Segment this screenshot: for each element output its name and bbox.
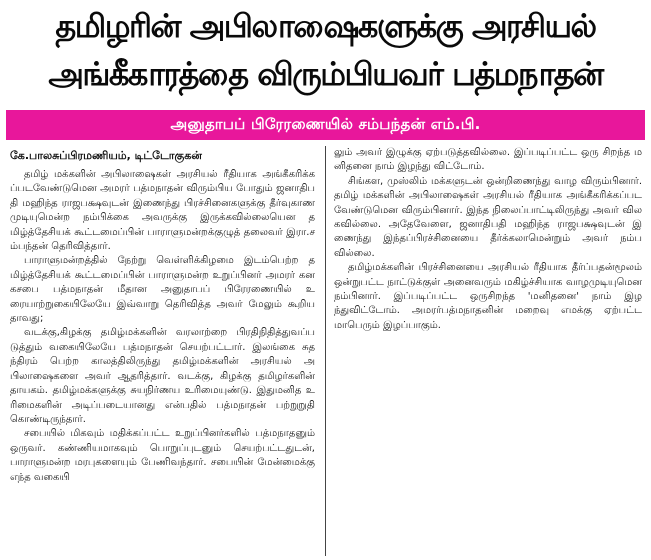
subheadline: அனுதாபப் பிரேரணையில் சம்பந்தன் எம்.பி. [170,115,481,133]
article-right-column [334,146,642,398]
column-divider [325,146,326,556]
article-paragraph: பாராளுமன்றத்தில் நேற்று வெள்ளிக்கிழமை இடம்பெற்ற தமிழ்த்தேசியக் கூட்டமைப்பின் பாராளுமன்ற உறுப்பினர் அமரர் கனகசபை பத்மநாதன் மீதான அனுதாபப் பிரேரணையில் உரையாற்றுகையிலேயே இவ்வாறு தெரிவித்த அவர் மேலும் கூறியதாவது; [10,255,315,325]
byline: கே.பாலசுப்பிரமணியம், டிட்டோகுகன் [10,149,202,162]
article-paragraph: வடக்கு,கிழக்கு தமிழ்மக்களின் வரலாற்றை பிரதிநிதித்துவப்படுத்தும் வகையிலேயே பத்மநாதன் செயற்பட்டார். இலங்கை சுதந்திரம் பெற்ற காலத்திலிருந்து தமிழ்மக்களின் அரசியல் அபிலாஷைகளை அவர் ஆதரித்தார். வடக்கு, கிழக்கு தமிழர்களின் தாயகம். தமிழ்மக்களுக்கு சுயநிர்ணய உரிமையுண்டு. இதுமனித உரிமைகளின் அடிப்படையானது என்பதில் பத்மநாதன் பற்றுறுதி கொண்டிருந்தார். [10,327,315,425]
article-paragraph: சிங்கள, முஸ்லிம் மக்களுடன் ஒன்றிணைந்து வாழ விரும்பினார். தமிழ் மக்களின் அபிலாஷைகள் அரசியல் ரீதியாக அங்கீகரிக்கப்படவேண்டுமென விரும்பினார். இந்த நிலைப்பாட்டிலிருந்து அவர் விலகவில்லை. அதேவேளை, ஜனாதிபதி மஹிந்த ராஜபக்ஷவுடன் இணைந்து இந்தப்பிரச்சினையை தீர்க்கலாமென்றும் அவர் நம்பவில்லை. [334,175,642,259]
article-paragraph: தமிழ் மக்களின் அபிலாஷைகள் அரசியல் ரீதியாக அங்கீகரிக்கப்படவேண்டுமென அமரர் பத்மநாதன் விரும்பிய போதும் ஜனாதிபதி மஹிந்த ராஜபக்ஷவுடன் இணைந்து பிரச்சினைகளுக்கு தீர்வுகாண முடியுமென்ற நம்பிக்கை அவருக்கு இருக்கவில்லையென தமிழ்த்தேசியக் கூட்டமைப்பின் பாராளுமன்றக்குழுத் தலைவர் இரா.சம்பந்தன் தெரிவித்தார். [10,169,315,253]
headline-line-2: அங்கீகாரத்தை விரும்பியவர் பத்மநாதன் [48,55,603,93]
article-paragraph-continued: லும் அவர் இழுக்கு ஏற்படுத்தவில்லை. இப்படிப்பட்ட ஒரு சிறந்த மனிதனை நாம் இழந்து விட்டோம். [334,147,642,173]
article-paragraph: சபையில் மிகவும் மதிக்கப்பட்ட உறுப்பினர்களில் பத்மநாதனும் ஒருவர். கண்ணியமாகவும் பொறுப்புடனும் செயற்பட்டதுடன், பாராளுமன்ற மரபுகளையும் பேணிவந்தார். சபையின் மேன்மைக்கு எந்த வகையி [10,428,315,483]
headline-line-1: தமிழரின் அபிலாஷைகளுக்கு அரசியல் [55,7,596,45]
article-left-column [10,168,315,560]
subheadline-banner [6,110,645,140]
article-paragraph: தமிழ்மக்களின் பிரச்சினையை அரசியல் ரீதியாக தீர்ப்பதன்மூலம் ஒன்றுபட்ட நாட்டுக்குள் அனைவரும் மகிழ்ச்சியாக வாழமுடியுமெனநம்பினார். இப்படிப்பட்ட ஒருசிறந்த 'மனிதனை' நாம் இழந்துவிட்டோம். அமரர்பத்மநாதனின் மறைவு எமக்கு ஏற்பட்ட மாபெரும் இழப்பாகும். [334,262,642,331]
